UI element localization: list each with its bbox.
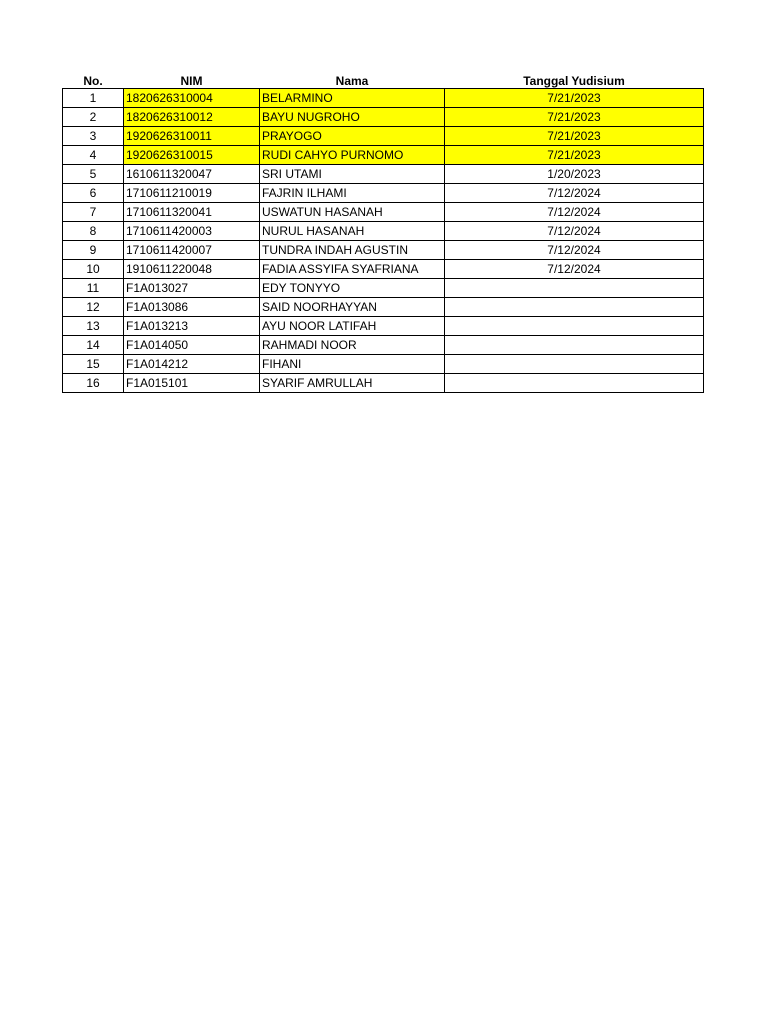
- table-row: [63, 374, 704, 393]
- table-row: [63, 355, 704, 374]
- cell-no[interactable]: 1: [63, 89, 124, 108]
- cell-nim[interactable]: F1A015101: [124, 374, 260, 393]
- cell-nama[interactable]: PRAYOGO: [260, 127, 445, 146]
- cell-no[interactable]: 10: [63, 260, 124, 279]
- cell-no[interactable]: 8: [63, 222, 124, 241]
- cell-nama[interactable]: BELARMINO: [260, 89, 445, 108]
- cell-nim[interactable]: 1710611420007: [124, 241, 260, 260]
- cell-nama[interactable]: FAJRIN ILHAMI: [260, 184, 445, 203]
- cell-no[interactable]: 16: [63, 374, 124, 393]
- cell-tanggal-yudisium[interactable]: 7/21/2023: [445, 89, 704, 108]
- cell-tanggal-yudisium[interactable]: 7/12/2024: [445, 260, 704, 279]
- cell-nim[interactable]: 1710611320041: [124, 203, 260, 222]
- cell-tanggal-yudisium[interactable]: 7/21/2023: [445, 127, 704, 146]
- cell-nim[interactable]: 1920626310015: [124, 146, 260, 165]
- cell-nama[interactable]: EDY TONYYO: [260, 279, 445, 298]
- cell-tanggal-yudisium[interactable]: [445, 374, 704, 393]
- header-tanggal-yudisium: Tanggal Yudisium: [523, 74, 625, 88]
- table-row: [63, 298, 704, 317]
- table-row: [63, 317, 704, 336]
- cell-no[interactable]: 3: [63, 127, 124, 146]
- cell-no[interactable]: 5: [63, 165, 124, 184]
- cell-nama[interactable]: RAHMADI NOOR: [260, 336, 445, 355]
- table-row: [63, 108, 704, 127]
- table-row: [63, 241, 704, 260]
- cell-nim[interactable]: 1920626310011: [124, 127, 260, 146]
- cell-nim[interactable]: F1A014212: [124, 355, 260, 374]
- cell-tanggal-yudisium[interactable]: 7/12/2024: [445, 222, 704, 241]
- cell-no[interactable]: 9: [63, 241, 124, 260]
- header-nama: Nama: [335, 74, 369, 88]
- table-row: [63, 127, 704, 146]
- cell-no[interactable]: 13: [63, 317, 124, 336]
- header-row: [63, 69, 704, 89]
- cell-tanggal-yudisium[interactable]: 1/20/2023: [445, 165, 704, 184]
- cell-no[interactable]: 11: [63, 279, 124, 298]
- cell-nama[interactable]: RUDI CAHYO PURNOMO: [260, 146, 445, 165]
- table-row: [63, 146, 704, 165]
- cell-nama[interactable]: FADIA ASSYIFA SYAFRIANA: [260, 260, 445, 279]
- cell-no[interactable]: 14: [63, 336, 124, 355]
- cell-nim[interactable]: F1A014050: [124, 336, 260, 355]
- table-row: [63, 279, 704, 298]
- header-nim: NIM: [180, 74, 203, 88]
- cell-tanggal-yudisium[interactable]: [445, 279, 704, 298]
- cell-tanggal-yudisium[interactable]: [445, 317, 704, 336]
- table-row: [63, 222, 704, 241]
- cell-no[interactable]: 7: [63, 203, 124, 222]
- cell-no[interactable]: 15: [63, 355, 124, 374]
- table-row: [63, 184, 704, 203]
- cell-nama[interactable]: BAYU NUGROHO: [260, 108, 445, 127]
- table-row: [63, 89, 704, 108]
- cell-no[interactable]: 4: [63, 146, 124, 165]
- cell-tanggal-yudisium[interactable]: 7/12/2024: [445, 203, 704, 222]
- cell-tanggal-yudisium[interactable]: [445, 336, 704, 355]
- cell-nim[interactable]: 1610611320047: [124, 165, 260, 184]
- cell-nim[interactable]: 1710611420003: [124, 222, 260, 241]
- cell-nama[interactable]: SYARIF AMRULLAH: [260, 374, 445, 393]
- cell-tanggal-yudisium[interactable]: 7/21/2023: [445, 108, 704, 127]
- cell-nim[interactable]: 1820626310004: [124, 89, 260, 108]
- table-row: [63, 260, 704, 279]
- cell-tanggal-yudisium[interactable]: [445, 298, 704, 317]
- cell-nim[interactable]: F1A013086: [124, 298, 260, 317]
- cell-nama[interactable]: USWATUN HASANAH: [260, 203, 445, 222]
- cell-nim[interactable]: 1910611220048: [124, 260, 260, 279]
- cell-nama[interactable]: NURUL HASANAH: [260, 222, 445, 241]
- cell-nim[interactable]: 1820626310012: [124, 108, 260, 127]
- table-row: [63, 165, 704, 184]
- cell-nim[interactable]: F1A013213: [124, 317, 260, 336]
- cell-no[interactable]: 2: [63, 108, 124, 127]
- table-body: [63, 89, 704, 393]
- cell-nama[interactable]: FIHANI: [260, 355, 445, 374]
- cell-tanggal-yudisium[interactable]: [445, 355, 704, 374]
- cell-nama[interactable]: SRI UTAMI: [260, 165, 445, 184]
- table-row: [63, 203, 704, 222]
- spreadsheet-page: [62, 69, 704, 393]
- yudisium-table: [62, 69, 704, 393]
- cell-nama[interactable]: SAID NOORHAYYAN: [260, 298, 445, 317]
- cell-nim[interactable]: 1710611210019: [124, 184, 260, 203]
- cell-nama[interactable]: TUNDRA INDAH AGUSTIN: [260, 241, 445, 260]
- cell-tanggal-yudisium[interactable]: 7/12/2024: [445, 241, 704, 260]
- cell-nama[interactable]: AYU NOOR LATIFAH: [260, 317, 445, 336]
- cell-no[interactable]: 6: [63, 184, 124, 203]
- cell-no[interactable]: 12: [63, 298, 124, 317]
- table-row: [63, 336, 704, 355]
- cell-tanggal-yudisium[interactable]: 7/21/2023: [445, 146, 704, 165]
- header-no: No.: [83, 74, 103, 88]
- cell-nim[interactable]: F1A013027: [124, 279, 260, 298]
- cell-tanggal-yudisium[interactable]: 7/12/2024: [445, 184, 704, 203]
